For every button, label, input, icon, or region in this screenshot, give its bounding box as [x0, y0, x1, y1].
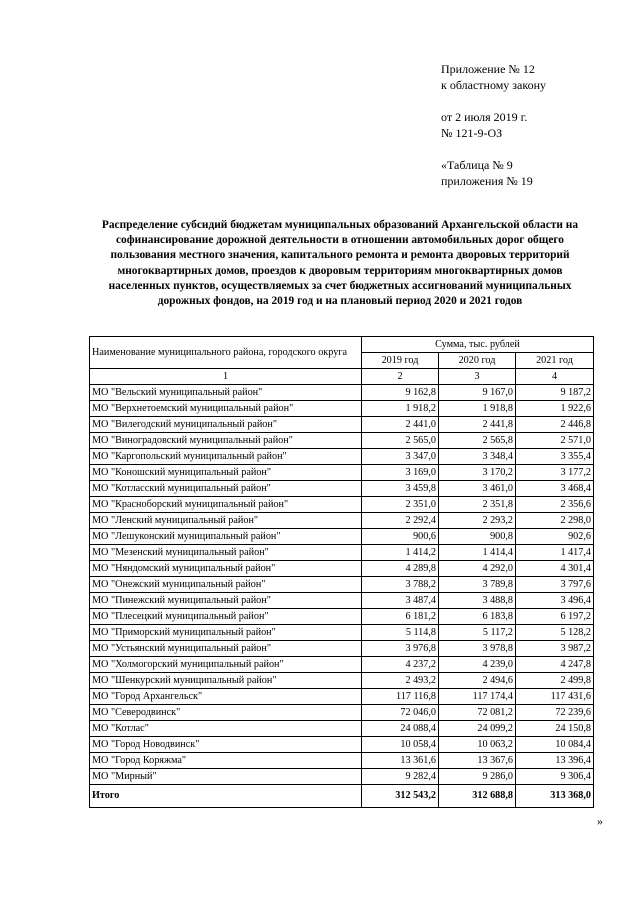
- municipality-name: МО "Ленский муниципальный район": [90, 513, 362, 529]
- value-2020: 117 174,4: [439, 689, 516, 705]
- value-2020: 2 351,8: [439, 497, 516, 513]
- table-row: [90, 513, 594, 529]
- value-2021: 6 197,2: [516, 609, 594, 625]
- value-2020: 900,8: [439, 529, 516, 545]
- column-header-year: 2021 год: [516, 353, 594, 369]
- law-date: от 2 июля 2019 г.: [441, 110, 528, 124]
- total-2021: 313 368,0: [516, 785, 594, 808]
- value-2021: 13 396,4: [516, 753, 594, 769]
- table-row: [90, 545, 594, 561]
- municipality-name: МО "Котлас": [90, 721, 362, 737]
- law-number: № 121-9-ОЗ: [441, 126, 503, 140]
- value-2020: 5 117,2: [439, 625, 516, 641]
- table-row: [90, 657, 594, 673]
- municipality-name: МО "Северодвинск": [90, 705, 362, 721]
- table-row: [90, 705, 594, 721]
- column-number: 3: [439, 369, 516, 385]
- table-row: [90, 641, 594, 657]
- document-header: [441, 61, 631, 189]
- value-2020: 2 494,6: [439, 673, 516, 689]
- total-2020: 312 688,8: [439, 785, 516, 808]
- appendix-label: Приложение № 12: [441, 62, 535, 76]
- value-2019: 2 351,0: [362, 497, 439, 513]
- value-2020: 3 170,2: [439, 465, 516, 481]
- value-2021: 9 306,4: [516, 769, 594, 785]
- value-2019: 1 918,2: [362, 401, 439, 417]
- value-2020: 4 239,0: [439, 657, 516, 673]
- total-2019: 312 543,2: [362, 785, 439, 808]
- table-row: [90, 577, 594, 593]
- table-row: [90, 529, 594, 545]
- value-2019: 3 487,4: [362, 593, 439, 609]
- column-number: 4: [516, 369, 594, 385]
- value-2020: 3 461,0: [439, 481, 516, 497]
- value-2020: 2 441,8: [439, 417, 516, 433]
- municipality-name: МО "Мирный": [90, 769, 362, 785]
- value-2020: 10 063,2: [439, 737, 516, 753]
- column-number: 1: [90, 369, 362, 385]
- value-2019: 9 282,4: [362, 769, 439, 785]
- value-2021: 2 499,8: [516, 673, 594, 689]
- table-row: [90, 609, 594, 625]
- value-2019: 2 292,4: [362, 513, 439, 529]
- municipality-name: МО "Виноградовский муниципальный район": [90, 433, 362, 449]
- municipality-name: МО "Холмогорский муниципальный район": [90, 657, 362, 673]
- value-2020: 1 414,4: [439, 545, 516, 561]
- value-2021: 902,6: [516, 529, 594, 545]
- table-row: [90, 721, 594, 737]
- closing-quote: »: [597, 814, 603, 828]
- table-row: [90, 673, 594, 689]
- value-2020: 6 183,8: [439, 609, 516, 625]
- value-2020: 9 167,0: [439, 385, 516, 401]
- municipality-name: МО "Каргопольский муниципальный район": [90, 449, 362, 465]
- value-2019: 3 788,2: [362, 577, 439, 593]
- municipality-name: МО "Вилегодский муниципальный район": [90, 417, 362, 433]
- value-2019: 4 289,8: [362, 561, 439, 577]
- municipality-name: МО "Мезенский муниципальный район": [90, 545, 362, 561]
- table-row: [90, 769, 594, 785]
- municipality-name: МО "Няндомский муниципальный район": [90, 561, 362, 577]
- value-2020: 1 918,8: [439, 401, 516, 417]
- table-row: [90, 481, 594, 497]
- municipality-name: МО "Вельский муниципальный район": [90, 385, 362, 401]
- table-row: [90, 753, 594, 769]
- value-2019: 13 361,6: [362, 753, 439, 769]
- value-2019: 24 088,4: [362, 721, 439, 737]
- value-2020: 3 978,8: [439, 641, 516, 657]
- municipality-name: МО "Шенкурский муниципальный район": [90, 673, 362, 689]
- value-2021: 10 084,4: [516, 737, 594, 753]
- value-2019: 2 493,2: [362, 673, 439, 689]
- value-2021: 1 922,6: [516, 401, 594, 417]
- value-2021: 4 301,4: [516, 561, 594, 577]
- value-2019: 6 181,2: [362, 609, 439, 625]
- table-row: [90, 449, 594, 465]
- value-2019: 5 114,8: [362, 625, 439, 641]
- table-body: [90, 385, 594, 785]
- municipality-name: МО "Город Новодвинск": [90, 737, 362, 753]
- column-header-year: 2020 год: [439, 353, 516, 369]
- value-2020: 3 488,8: [439, 593, 516, 609]
- municipality-name: МО "Устьянский муниципальный район": [90, 641, 362, 657]
- value-2021: 3 177,2: [516, 465, 594, 481]
- value-2020: 3 348,4: [439, 449, 516, 465]
- value-2021: 4 247,8: [516, 657, 594, 673]
- column-header-year: 2019 год: [362, 353, 439, 369]
- to-law-label: к областному закону: [441, 78, 547, 92]
- value-2019: 1 414,2: [362, 545, 439, 561]
- value-2019: 117 116,8: [362, 689, 439, 705]
- value-2019: 2 441,0: [362, 417, 439, 433]
- value-2021: 2 298,0: [516, 513, 594, 529]
- value-2020: 72 081,2: [439, 705, 516, 721]
- total-row: [90, 785, 594, 808]
- table-row: [90, 593, 594, 609]
- appendix-reference: приложения № 19: [441, 174, 533, 188]
- value-2021: 3 496,4: [516, 593, 594, 609]
- value-2020: 24 099,2: [439, 721, 516, 737]
- table-row: [90, 689, 594, 705]
- document-title: Распределение субсидий бюджетам муниципальных образований Архангельской области на софинансирование дорожной деятельности в отношении автомобильных дорог общего пользования местного значения, капитального ремонта и ремонта дворовых территорий многоквартирных домов, проездов к дворовым территориям многоквартирных домов населенных пунктов, осуществляемых за счет бюджетных ассигнований муниципальных дорожных фондов, на 2019 год и на плановый период 2020 и 2021 годов: [101, 219, 579, 308]
- value-2021: 3 987,2: [516, 641, 594, 657]
- value-2019: 3 459,8: [362, 481, 439, 497]
- table-row: [90, 401, 594, 417]
- table-row: [90, 497, 594, 513]
- value-2019: 2 565,0: [362, 433, 439, 449]
- municipality-name: МО "Лешуконский муниципальный район": [90, 529, 362, 545]
- table-row: [90, 465, 594, 481]
- municipality-name: МО "Город Коряжма": [90, 753, 362, 769]
- value-2021: 24 150,8: [516, 721, 594, 737]
- municipality-name: МО "Верхнетоемский муниципальный район": [90, 401, 362, 417]
- table-reference: «Таблица № 9: [441, 158, 513, 172]
- municipality-name: МО "Пинежский муниципальный район": [90, 593, 362, 609]
- value-2019: 3 976,8: [362, 641, 439, 657]
- value-2020: 13 367,6: [439, 753, 516, 769]
- value-2020: 2 565,8: [439, 433, 516, 449]
- value-2020: 3 789,8: [439, 577, 516, 593]
- table-row: [90, 417, 594, 433]
- value-2021: 9 187,2: [516, 385, 594, 401]
- value-2021: 3 355,4: [516, 449, 594, 465]
- value-2021: 2 356,6: [516, 497, 594, 513]
- value-2021: 3 797,6: [516, 577, 594, 593]
- table-row: [90, 561, 594, 577]
- column-header-name: Наименование муниципального района, городского округа: [90, 337, 362, 369]
- table-row: [90, 433, 594, 449]
- value-2019: 3 347,0: [362, 449, 439, 465]
- municipality-name: МО "Город Архангельск": [90, 689, 362, 705]
- value-2021: 72 239,6: [516, 705, 594, 721]
- municipality-name: МО "Котласский муниципальный район": [90, 481, 362, 497]
- value-2021: 5 128,2: [516, 625, 594, 641]
- value-2019: 900,6: [362, 529, 439, 545]
- municipality-name: МО "Плесецкий муниципальный район": [90, 609, 362, 625]
- value-2019: 72 046,0: [362, 705, 439, 721]
- total-label: Итого: [90, 785, 362, 808]
- column-number: 2: [362, 369, 439, 385]
- municipality-name: МО "Красноборский муниципальный район": [90, 497, 362, 513]
- table-row: [90, 385, 594, 401]
- municipality-name: МО "Коношский муниципальный район": [90, 465, 362, 481]
- value-2021: 3 468,4: [516, 481, 594, 497]
- value-2019: 10 058,4: [362, 737, 439, 753]
- value-2020: 2 293,2: [439, 513, 516, 529]
- subsidy-table: [89, 336, 594, 808]
- table-row: [90, 625, 594, 641]
- value-2019: 9 162,8: [362, 385, 439, 401]
- municipality-name: МО "Онежский муниципальный район": [90, 577, 362, 593]
- value-2019: 3 169,0: [362, 465, 439, 481]
- table-row: [90, 737, 594, 753]
- value-2019: 4 237,2: [362, 657, 439, 673]
- value-2021: 1 417,4: [516, 545, 594, 561]
- municipality-name: МО "Приморский муниципальный район": [90, 625, 362, 641]
- value-2020: 9 286,0: [439, 769, 516, 785]
- value-2021: 2 571,0: [516, 433, 594, 449]
- value-2021: 117 431,6: [516, 689, 594, 705]
- value-2021: 2 446,8: [516, 417, 594, 433]
- column-header-sum: Сумма, тыс. рублей: [362, 337, 594, 353]
- value-2020: 4 292,0: [439, 561, 516, 577]
